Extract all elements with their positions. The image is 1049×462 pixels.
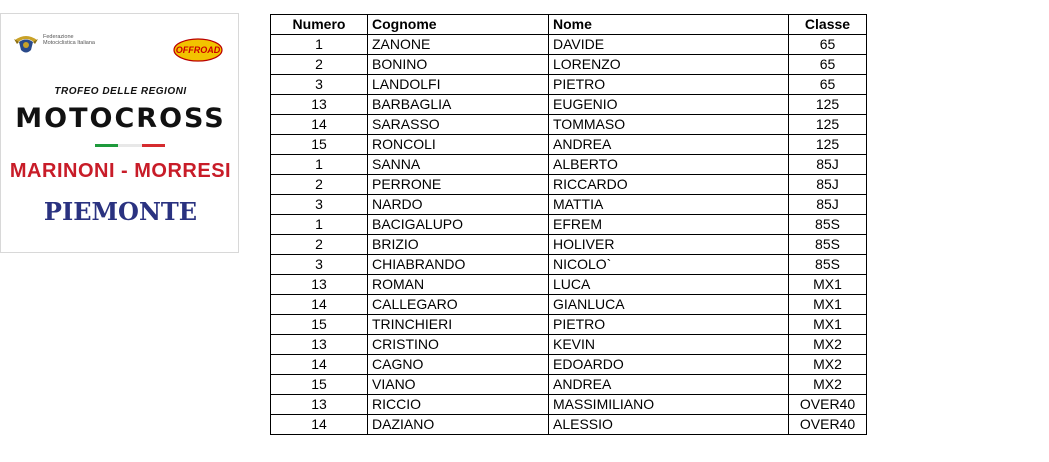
table-row — [271, 215, 867, 235]
cell-cognome: ZANONE — [368, 35, 549, 55]
cell-cognome: BRIZIO — [368, 235, 549, 255]
cell-nome: EFREM — [549, 215, 789, 235]
cell-nome: LUCA — [549, 275, 789, 295]
cell-cognome: BARBAGLIA — [368, 95, 549, 115]
cell-numero: 15 — [271, 315, 368, 335]
cell-numero: 15 — [271, 135, 368, 155]
roster-table — [270, 14, 867, 435]
cell-nome: NICOLO` — [549, 255, 789, 275]
table-row — [271, 315, 867, 335]
table-row — [271, 255, 867, 275]
cell-classe: 125 — [789, 115, 867, 135]
cell-nome: EUGENIO — [549, 95, 789, 115]
cell-numero: 13 — [271, 335, 368, 355]
table-row — [271, 355, 867, 375]
cell-nome: MASSIMILIANO — [549, 395, 789, 415]
cell-numero: 1 — [271, 155, 368, 175]
table-row — [271, 115, 867, 135]
cell-classe: 85J — [789, 175, 867, 195]
cell-cognome: DAZIANO — [368, 415, 549, 435]
table-row — [271, 335, 867, 355]
cell-cognome: ROMAN — [368, 275, 549, 295]
italian-flag-bar — [95, 144, 165, 147]
cell-numero: 13 — [271, 275, 368, 295]
cell-numero: 15 — [271, 375, 368, 395]
cell-classe: 65 — [789, 35, 867, 55]
trofeo-title: TROFEO DELLE REGIONI — [54, 86, 187, 97]
region-title: PIEMONTE — [43, 197, 198, 226]
cell-classe: 65 — [789, 75, 867, 95]
cell-cognome: CHIABRANDO — [368, 255, 549, 275]
cell-cognome: NARDO — [368, 195, 549, 215]
cell-numero: 13 — [271, 395, 368, 415]
logo-panel — [0, 13, 239, 253]
cell-classe: OVER40 — [789, 415, 867, 435]
cell-numero: 14 — [271, 295, 368, 315]
cell-classe: MX2 — [789, 375, 867, 395]
cell-nome: HOLIVER — [549, 235, 789, 255]
cell-numero: 3 — [271, 195, 368, 215]
header-classe: Classe — [789, 15, 867, 35]
fmi-emblem-icon — [13, 30, 39, 56]
cell-nome: PIETRO — [549, 315, 789, 335]
table-row — [271, 35, 867, 55]
cell-numero: 3 — [271, 75, 368, 95]
table-row — [271, 75, 867, 95]
cell-cognome: TRINCHIERI — [368, 315, 549, 335]
table-row — [271, 235, 867, 255]
roster-body — [271, 35, 867, 435]
cell-cognome: RONCOLI — [368, 135, 549, 155]
cell-numero: 1 — [271, 215, 368, 235]
cell-cognome: RICCIO — [368, 395, 549, 415]
cell-numero: 14 — [271, 355, 368, 375]
cell-cognome: BACIGALUPO — [368, 215, 549, 235]
cell-nome: MATTIA — [549, 195, 789, 215]
table-row — [271, 195, 867, 215]
cell-numero: 2 — [271, 235, 368, 255]
cell-cognome: BONINO — [368, 55, 549, 75]
cell-cognome: CALLEGARO — [368, 295, 549, 315]
cell-numero: 14 — [271, 415, 368, 435]
header-numero: Numero — [271, 15, 368, 35]
cell-classe: 85S — [789, 215, 867, 235]
cell-nome: ALESSIO — [549, 415, 789, 435]
cell-classe: MX2 — [789, 335, 867, 355]
cell-cognome: SANNA — [368, 155, 549, 175]
table-row — [271, 135, 867, 155]
table-row — [271, 155, 867, 175]
cell-nome: EDOARDO — [549, 355, 789, 375]
cell-numero: 13 — [271, 95, 368, 115]
cell-cognome: LANDOLFI — [368, 75, 549, 95]
table-row — [271, 395, 867, 415]
cell-cognome: SARASSO — [368, 115, 549, 135]
cell-nome: ANDREA — [549, 375, 789, 395]
table-header-row — [271, 15, 867, 35]
motocross-title: MOTOCROSS — [15, 103, 226, 134]
cell-classe: 85J — [789, 195, 867, 215]
cell-nome: LORENZO — [549, 55, 789, 75]
cell-nome: ANDREA — [549, 135, 789, 155]
table-row — [271, 175, 867, 195]
table-row — [271, 295, 867, 315]
cell-cognome: CRISTINO — [368, 335, 549, 355]
cell-classe: 125 — [789, 95, 867, 115]
cell-nome: GIANLUCA — [549, 295, 789, 315]
table-row — [271, 375, 867, 395]
header-cognome: Cognome — [368, 15, 549, 35]
cell-nome: RICCARDO — [549, 175, 789, 195]
cell-numero: 3 — [271, 255, 368, 275]
cell-classe: MX1 — [789, 295, 867, 315]
cell-classe: 85S — [789, 255, 867, 275]
cell-cognome: CAGNO — [368, 355, 549, 375]
cell-classe: MX1 — [789, 275, 867, 295]
table-row — [271, 95, 867, 115]
cell-numero: 2 — [271, 175, 368, 195]
svg-text:OFFROAD: OFFROAD — [175, 45, 221, 55]
cell-classe: OVER40 — [789, 395, 867, 415]
cell-numero: 2 — [271, 55, 368, 75]
table-row — [271, 275, 867, 295]
cell-classe: MX2 — [789, 355, 867, 375]
cell-cognome: PERRONE — [368, 175, 549, 195]
cell-numero: 1 — [271, 35, 368, 55]
cell-cognome: VIANO — [368, 375, 549, 395]
offroad-sponsor-logo — [173, 37, 223, 63]
cell-nome: ALBERTO — [549, 155, 789, 175]
trophy-names: MARINONI - MORRESI — [9, 160, 232, 182]
cell-classe: 85S — [789, 235, 867, 255]
cell-classe: 65 — [789, 55, 867, 75]
cell-nome: DAVIDE — [549, 35, 789, 55]
cell-classe: MX1 — [789, 315, 867, 335]
cell-nome: PIETRO — [549, 75, 789, 95]
table-row — [271, 55, 867, 75]
cell-classe: 125 — [789, 135, 867, 155]
cell-nome: KEVIN — [549, 335, 789, 355]
cell-classe: 85J — [789, 155, 867, 175]
table-row — [271, 415, 867, 435]
header-nome: Nome — [549, 15, 789, 35]
fmi-text: Federazione Motociclistica Italiana — [43, 34, 95, 46]
cell-numero: 14 — [271, 115, 368, 135]
cell-nome: TOMMASO — [549, 115, 789, 135]
